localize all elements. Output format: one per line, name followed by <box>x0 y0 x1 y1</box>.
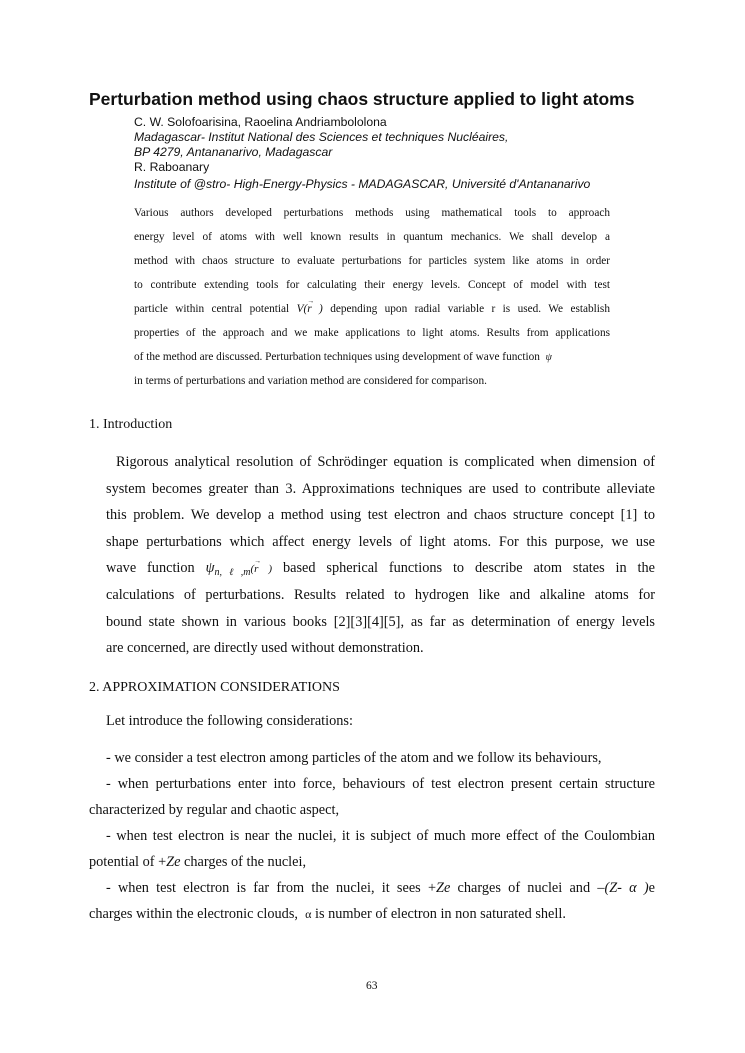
paragraph-line: Rigorous analytical resolution of Schrödinger equation is complicated when dimension of <box>116 454 655 470</box>
nuclear-charge-symbol: Ze <box>436 880 451 896</box>
abstract-line: properties of the approach and we make applications to light atoms. Results from applications <box>134 327 610 339</box>
affiliation-1-line-1: Madagascar- Institut National des Sciences et techniques Nucléaires, <box>134 130 509 144</box>
affiliation-2: Institute of @stro- High-Energy-Physics - MADAGASCAR, Université d'Antananarivo <box>134 177 591 191</box>
paragraph-line: shape perturbations which affect energy levels of light atoms. For this purpose, we use <box>106 533 655 550</box>
authors-line-1: C. W. Solofoarisina, Raoelina Andriambololona <box>134 115 387 129</box>
consideration-item: - when perturbations enter into force, behaviours of test electron present certain structure <box>106 776 655 792</box>
authors-line-2: R. Raboanary <box>134 160 210 174</box>
page-number: 63 <box>366 980 378 992</box>
consideration-item-continuation: charges within the electronic clouds, α is number of electron in non saturated shell. <box>89 906 566 922</box>
paragraph-line: this problem. We develop a method using test electron and chaos structure concept [1] to <box>106 507 655 523</box>
paragraph-line: system becomes greater than 3. Approximations techniques are used to contribute alleviate <box>106 480 655 497</box>
abstract-line: in terms of perturbations and variation method are considered for comparison. <box>134 375 487 387</box>
consideration-item: - we consider a test electron among particles of the atom and we follow its behaviours, <box>106 750 602 766</box>
abstract-line: Various authors developed perturbations methods using mathematical tools to approach <box>134 207 610 219</box>
paragraph-line: are concerned, are directly used without demonstration. <box>106 640 424 656</box>
psi-symbol: ψ <box>545 352 552 363</box>
abstract-line: energy level of atoms with well known results in quantum mechanics. We shall develop a <box>134 231 610 243</box>
abstract-line: to contribute extending tools for calculating their energy levels. Concept of model with test <box>134 279 610 291</box>
consideration-item-continuation: characterized by regular and chaotic aspect, <box>89 802 340 818</box>
considerations-list <box>89 745 655 927</box>
section-1-paragraph <box>106 449 655 662</box>
paragraph-line: calculations of perturbations. Results related to hydrogen like and alkaline atoms for <box>106 587 655 603</box>
consideration-item-continuation: potential of +Ze charges of the nuclei, <box>89 854 307 870</box>
section-2-heading: 2. APPROXIMATION CONSIDERATIONS <box>89 680 340 695</box>
consideration-item: - when test electron is far from the nuclei, it sees +Ze charges of nuclei and –(Z- α )e <box>106 880 656 896</box>
paragraph-line: bound state shown in various books [2][3][4][5], as far as determination of energy levels <box>106 613 655 630</box>
screening-expression: (Z- α ) <box>604 880 649 896</box>
potential-symbol: V(→ r ) <box>297 303 323 315</box>
nuclear-charge-symbol: Ze <box>166 854 181 870</box>
abstract-line: of the method are discussed. Perturbation techniques using development of wave function ψ <box>134 351 552 363</box>
paper-title: Perturbation method using chaos structure applied to light atoms <box>89 89 635 109</box>
affiliation-1-line-2: BP 4279, Antananarivo, Madagascar <box>134 145 333 159</box>
paragraph-line: wave function $\psi_{n,\ell,m}(\to r$ ) based spherical functions to describe atom states in the <box>106 555 655 582</box>
abstract <box>134 201 610 393</box>
abstract-line: particle within central potential V(→ r ) depending upon radial variable r is used. We establish <box>134 297 610 321</box>
wave-function-symbol: $\psi_{n,\ell,m}(\to r$ ) <box>206 560 273 576</box>
consideration-item: - when test electron is near the nuclei, it is subject of much more effect of the Coulombian <box>106 828 655 844</box>
alpha-symbol: α <box>305 907 312 921</box>
abstract-line: method with chaos structure to evaluate perturbations for particles system like atoms in order <box>134 255 610 267</box>
section-1-heading: 1. Introduction <box>89 417 173 432</box>
section-2-intro: Let introduce the following considerations: <box>106 713 353 729</box>
